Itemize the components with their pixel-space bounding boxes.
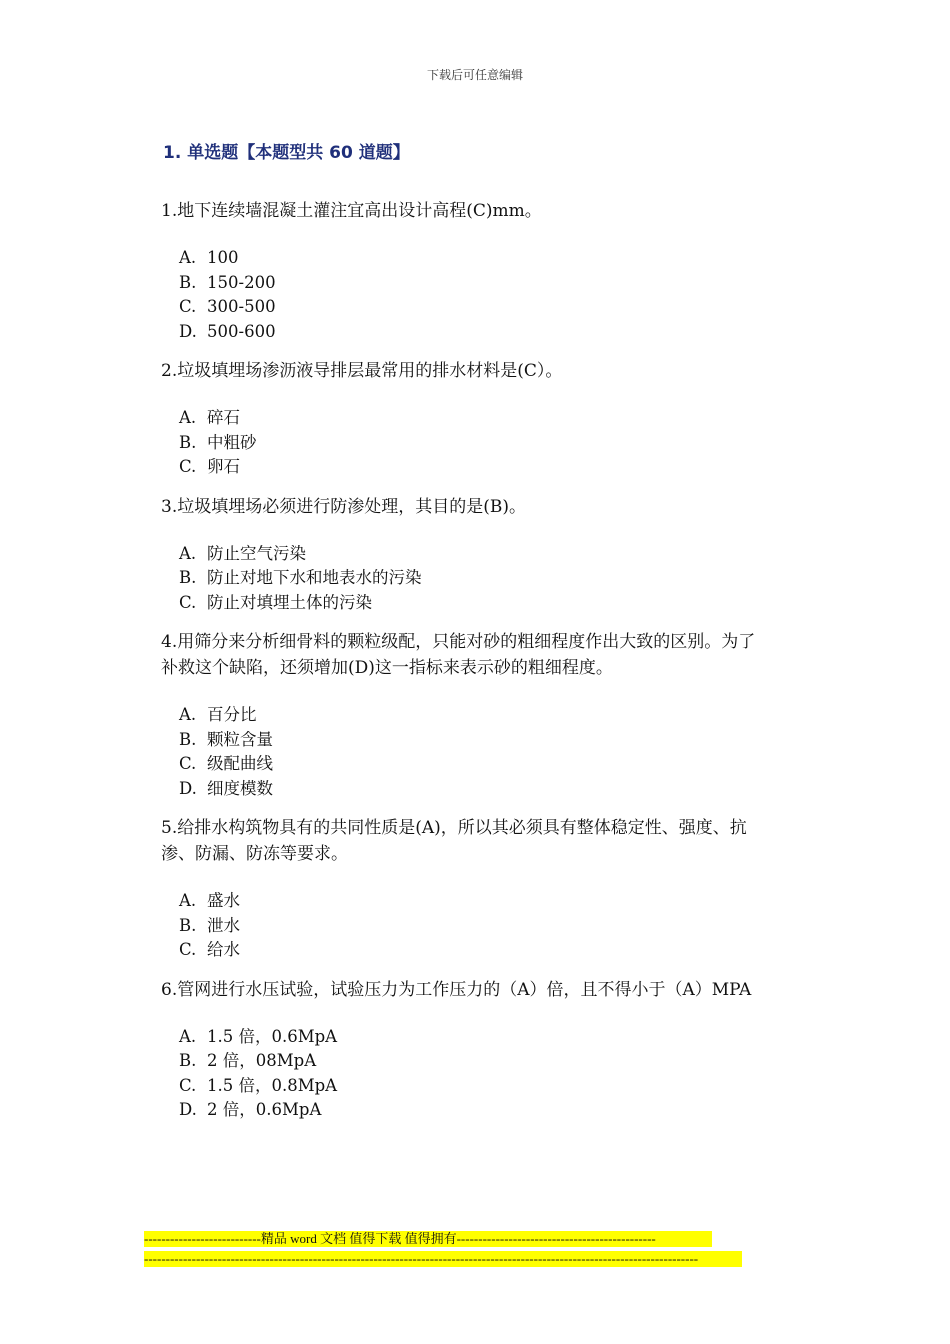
option-c <box>161 1074 771 1099</box>
question-text: 6.管网进行水压试验，试验压力为工作压力的（A）倍，且不得小于（A）MPA <box>161 979 752 1000</box>
footer-line-1: ---------------------------精品 word 文档 值得下载 值得拥有---------------------------------------------- <box>144 1231 712 1247</box>
option-text: 防止对地下水和地表水的污染 <box>207 568 422 587</box>
option-label: C. <box>179 457 197 476</box>
option-text: 泄水 <box>207 915 240 935</box>
option-text: 碎石 <box>207 408 240 427</box>
option-a <box>161 889 771 914</box>
option-text: 盛水 <box>207 891 240 910</box>
section-title: 1. 单选题【本题型共 60 道题】 <box>163 143 410 163</box>
option-d <box>161 777 771 802</box>
question-text: 5.给排水构筑物具有的共同性质是(A)，所以其必须具有整体稳定性、强度、抗渗、防漏、防冻等要求。 <box>161 818 747 864</box>
option-a <box>161 542 771 567</box>
option-text: 中粗砂 <box>207 432 257 452</box>
option-b <box>161 271 771 296</box>
option-text: 2 倍，08MpA <box>207 1051 317 1070</box>
question-text: 3.垃圾填埋场必须进行防渗处理，其目的是(B)。 <box>161 496 526 517</box>
option-label: C. <box>179 940 197 959</box>
option-text: 150-200 <box>207 272 276 292</box>
option-label: A. <box>179 891 197 910</box>
option-c <box>161 938 771 963</box>
footer-line-2: -------------------------------------------------------------------------------------------------------------------------------- <box>144 1251 742 1267</box>
option-label: B. <box>179 1051 197 1070</box>
option-b <box>161 1049 771 1074</box>
option-c <box>161 295 771 320</box>
option-label: A. <box>179 543 197 563</box>
option-a <box>161 246 771 271</box>
option-b <box>161 914 771 939</box>
option-c <box>161 455 771 480</box>
question-1 <box>161 198 771 344</box>
option-text: 防止空气污染 <box>207 543 306 563</box>
option-label: D. <box>179 1100 197 1119</box>
question-6 <box>161 977 771 1123</box>
option-label: D. <box>179 321 197 341</box>
option-c <box>161 752 771 777</box>
question-3 <box>161 494 771 616</box>
option-text: 1.5 倍，0.8MpA <box>207 1075 338 1095</box>
option-text: 百分比 <box>207 705 257 724</box>
question-2 <box>161 358 771 480</box>
option-text: 级配曲线 <box>207 754 273 773</box>
option-label: A. <box>179 705 197 724</box>
option-label: D. <box>179 778 197 798</box>
option-a <box>161 406 771 431</box>
option-label: B. <box>179 915 197 935</box>
question-text: 1.地下连续墙混凝土灌注宜高出设计高程(C)mm。 <box>161 201 542 221</box>
option-b <box>161 728 771 753</box>
option-b <box>161 431 771 456</box>
option-a <box>161 703 771 728</box>
option-label: C. <box>179 754 197 773</box>
option-d <box>161 320 771 345</box>
option-text: 300-500 <box>207 297 276 316</box>
question-text: 4.用筛分来分析细骨料的颗粒级配，只能对砂的粗细程度作出大致的区别。为了补救这个缺陷，还须增加(D)这一指标来表示砂的粗细程度。 <box>161 632 756 678</box>
option-label: A. <box>179 408 197 427</box>
option-label: B. <box>179 729 197 749</box>
option-d <box>161 1098 771 1123</box>
option-c <box>161 591 771 616</box>
option-label: B. <box>179 568 197 587</box>
option-label: C. <box>179 592 197 612</box>
option-b <box>161 566 771 591</box>
option-label: B. <box>179 432 197 452</box>
option-a <box>161 1025 771 1050</box>
option-text: 细度模数 <box>207 778 273 798</box>
option-text: 卵石 <box>207 457 240 476</box>
question-list <box>161 198 771 1137</box>
question-text: 2.垃圾填埋场渗沥液导排层最常用的排水材料是(C）。 <box>161 361 563 381</box>
option-text: 颗粒含量 <box>207 729 273 749</box>
question-4 <box>161 629 771 801</box>
footer-banner <box>144 1231 742 1267</box>
question-5 <box>161 815 771 963</box>
option-label: B. <box>179 272 197 292</box>
option-text: 防止对填埋土体的污染 <box>207 592 372 612</box>
option-label: A. <box>179 1026 197 1046</box>
option-text: 500-600 <box>207 321 276 341</box>
option-label: A. <box>179 248 197 267</box>
option-text: 给水 <box>207 940 240 959</box>
option-text: 1.5 倍，0.6MpA <box>207 1026 338 1046</box>
page-header-note: 下载后可任意编辑 <box>426 68 523 82</box>
option-text: 100 <box>207 248 239 267</box>
option-label: C. <box>179 297 197 316</box>
option-text: 2 倍，0.6MpA <box>207 1100 322 1119</box>
option-label: C. <box>179 1075 197 1095</box>
